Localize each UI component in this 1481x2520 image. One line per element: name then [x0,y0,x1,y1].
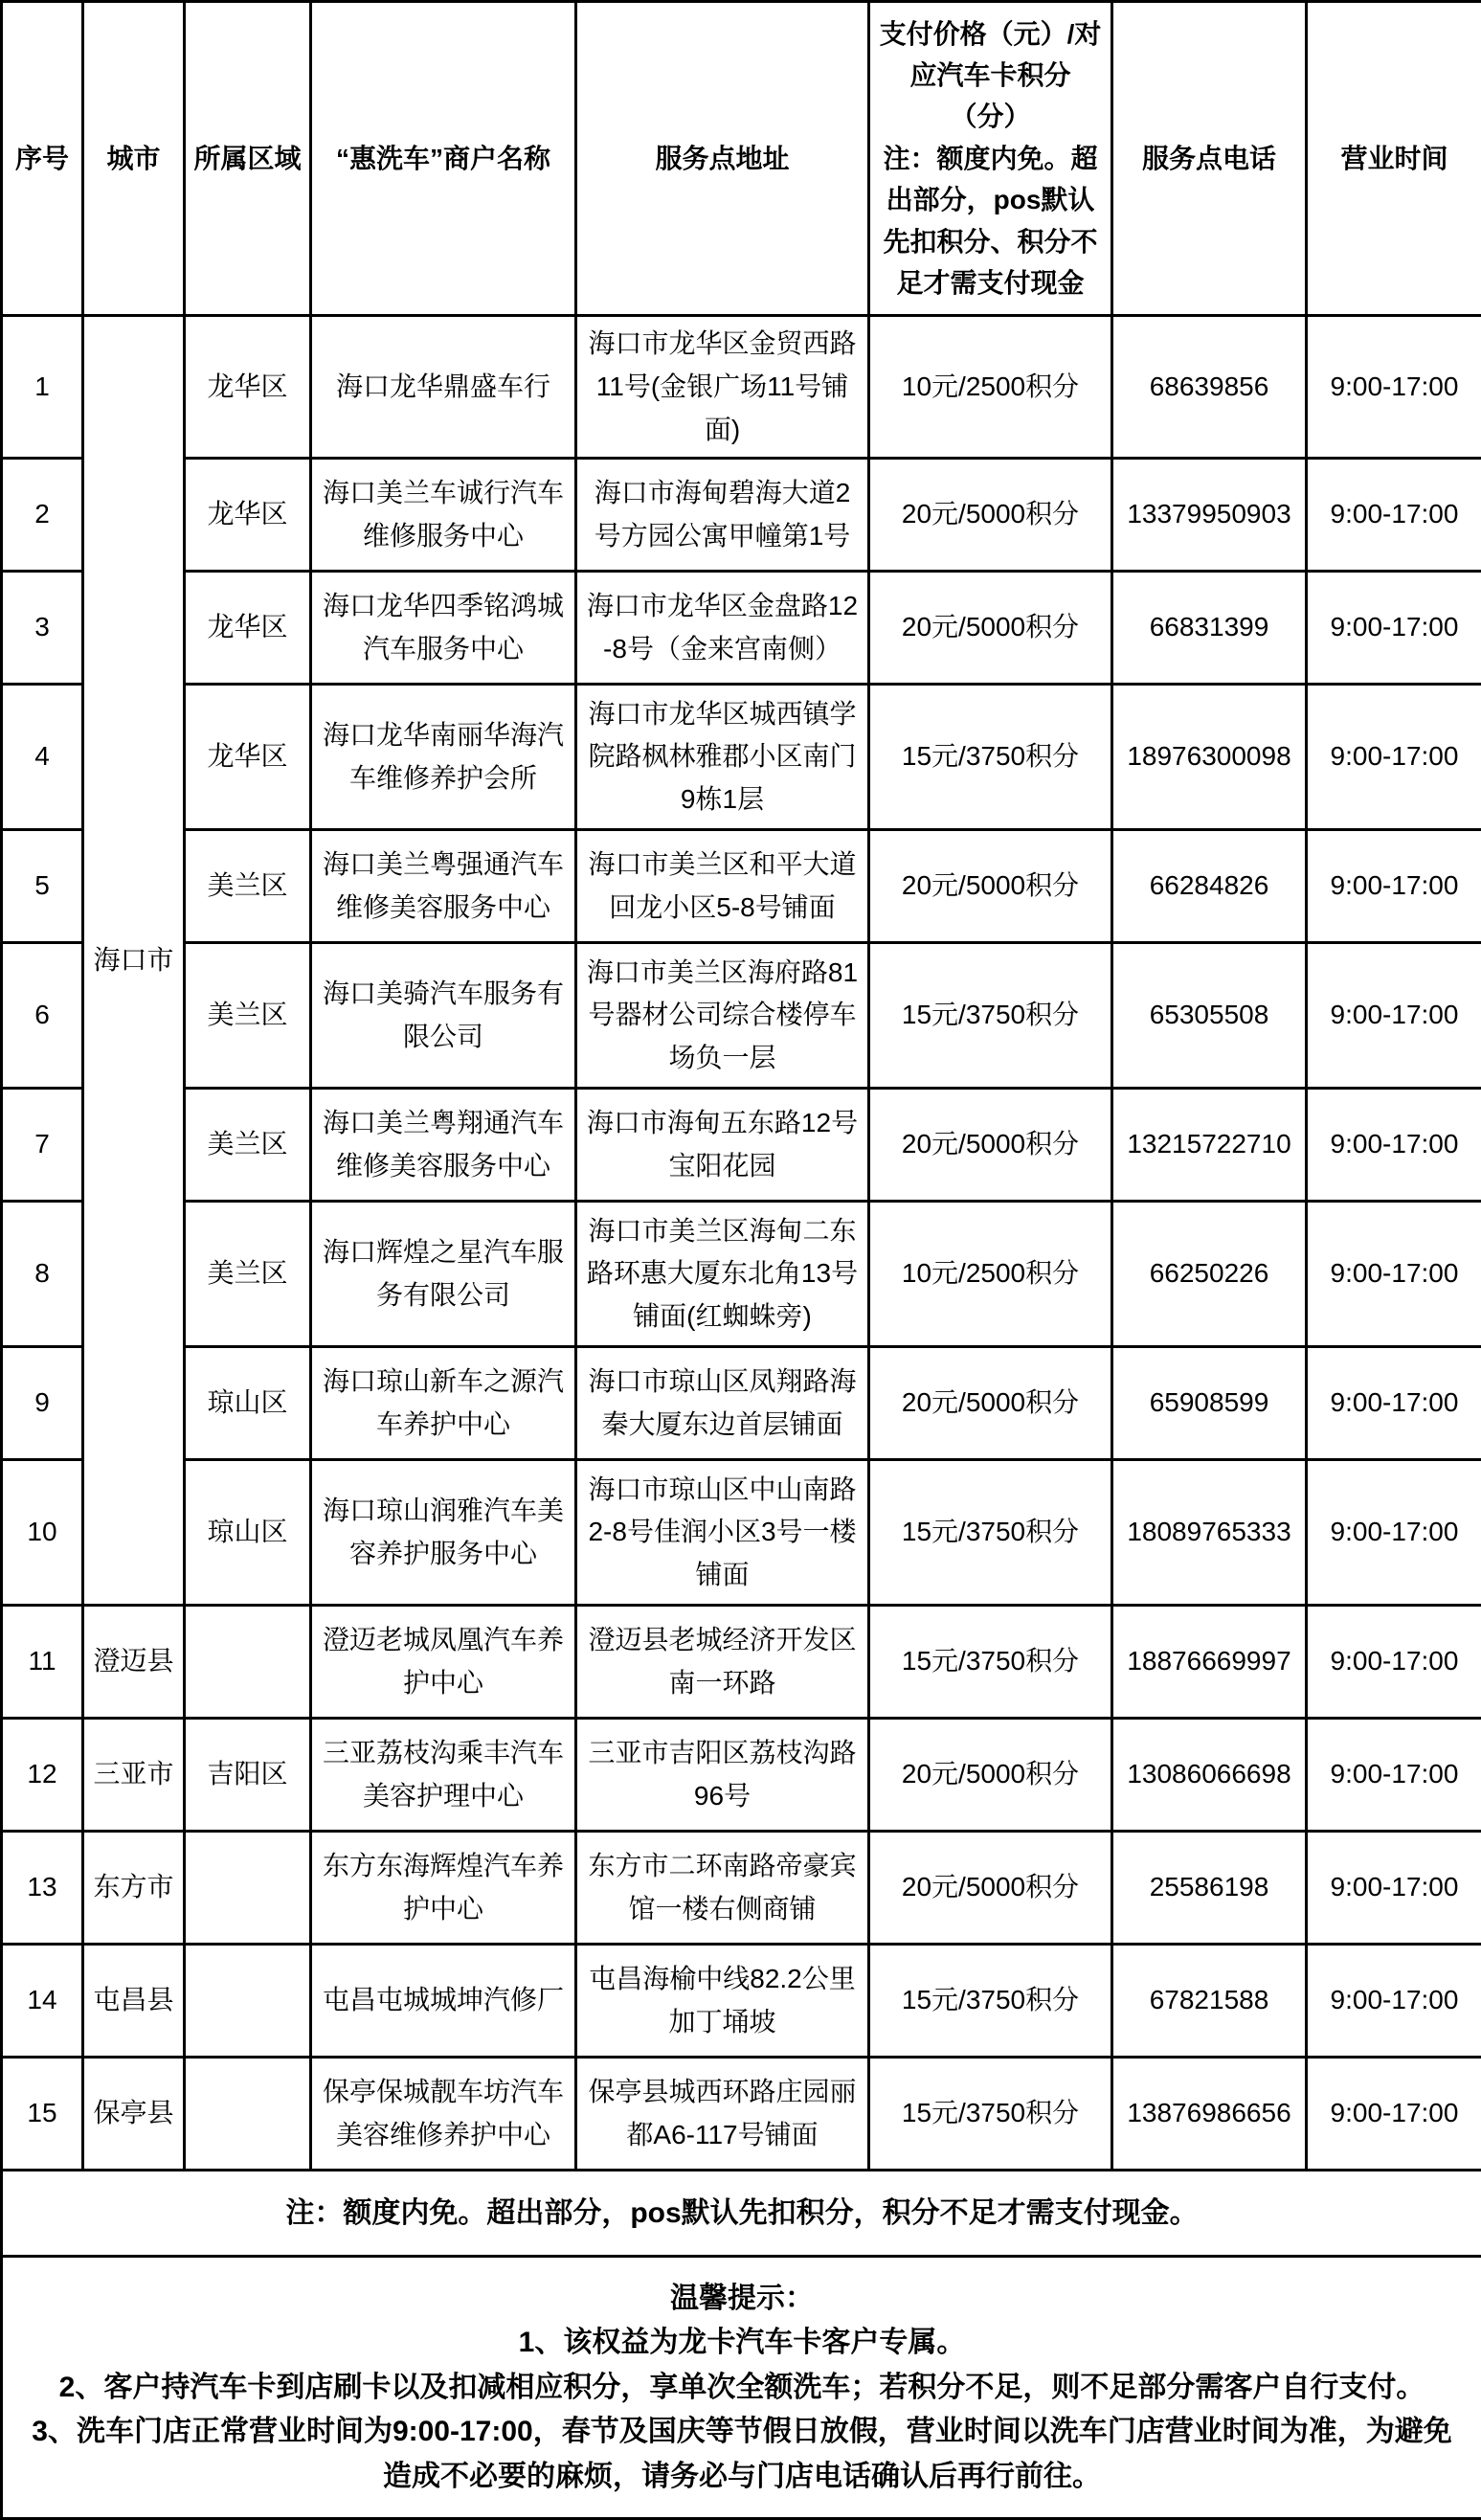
tips-line-2: 2、客户持汽车卡到店刷卡以及扣减相应积分，享单次全额洗车；若积分不足，则不足部分需客户自行支付。 [20,2366,1464,2411]
seq-cell: 9 [2,1347,83,1460]
phone-cell: 13876986656 [1112,2058,1307,2171]
table-row [2,830,1481,943]
table-row [2,1202,1481,1347]
header-price-line2: 注：额度内免。超出部分，pos默认先扣积分、积分不足才需支付现金 [878,138,1103,304]
hours-cell: 9:00-17:00 [1307,2058,1481,2171]
phone-cell: 65305508 [1112,943,1307,1089]
district-cell [185,2058,311,2171]
header-phone: 服务点电话 [1112,2,1307,316]
seq-cell: 12 [2,1719,83,1832]
merchant-cell: 海口龙华四季铭鸿城汽车服务中心 [311,572,576,685]
address-cell: 澄迈县老城经济开发区南一环路 [576,1606,869,1719]
seq-cell: 13 [2,1832,83,1945]
phone-cell: 68639856 [1112,316,1307,459]
table-row [2,316,1481,459]
district-cell: 美兰区 [185,1089,311,1202]
merchant-cell: 海口龙华鼎盛车行 [311,316,576,459]
seq-cell: 3 [2,572,83,685]
hours-cell: 9:00-17:00 [1307,459,1481,572]
phone-cell: 67821588 [1112,1945,1307,2058]
merchant-cell: 三亚荔枝沟乘丰汽车美容护理中心 [311,1719,576,1832]
city-cell: 三亚市 [83,1719,185,1832]
hours-cell: 9:00-17:00 [1307,1347,1481,1460]
tips-title: 温馨提示： [20,2277,1464,2322]
merchant-cell: 海口美兰粤强通汽车维修美容服务中心 [311,830,576,943]
price-cell: 20元/5000积分 [869,1089,1112,1202]
district-cell: 吉阳区 [185,1719,311,1832]
city-cell: 海口市 [83,316,185,1606]
district-cell: 龙华区 [185,459,311,572]
price-cell: 15元/3750积分 [869,1606,1112,1719]
merchant-cell: 澄迈老城凤凰汽车养护中心 [311,1606,576,1719]
address-cell: 三亚市吉阳区荔枝沟路96号 [576,1719,869,1832]
table-row [2,572,1481,685]
price-cell: 15元/3750积分 [869,1945,1112,2058]
table-row [2,943,1481,1089]
table-row [2,2058,1481,2171]
hours-cell: 9:00-17:00 [1307,572,1481,685]
seq-cell: 15 [2,2058,83,2171]
phone-cell: 65908599 [1112,1347,1307,1460]
table-row [2,685,1481,830]
district-cell [185,1832,311,1945]
price-cell: 15元/3750积分 [869,685,1112,830]
header-merchant: “惠洗车”商户名称 [311,2,576,316]
table-row [2,459,1481,572]
district-cell [185,1945,311,2058]
address-cell: 海口市美兰区和平大道回龙小区5-8号铺面 [576,830,869,943]
city-cell: 屯昌县 [83,1945,185,2058]
header-row [2,2,1481,316]
merchant-cell: 海口美兰车诚行汽车维修服务中心 [311,459,576,572]
header-city: 城市 [83,2,185,316]
hours-cell: 9:00-17:00 [1307,1460,1481,1606]
phone-cell: 18089765333 [1112,1460,1307,1606]
note-row [2,2171,1481,2257]
phone-cell: 66284826 [1112,830,1307,943]
district-cell: 琼山区 [185,1347,311,1460]
address-cell: 海口市美兰区海府路81号器材公司综合楼停车场负一层 [576,943,869,1089]
district-cell: 美兰区 [185,943,311,1089]
table-row [2,1719,1481,1832]
address-cell: 海口市琼山区中山南路2-8号佳润小区3号一楼铺面 [576,1460,869,1606]
table-row [2,1945,1481,2058]
seq-cell: 6 [2,943,83,1089]
price-cell: 15元/3750积分 [869,1460,1112,1606]
phone-cell: 66250226 [1112,1202,1307,1347]
phone-cell: 13215722710 [1112,1089,1307,1202]
address-cell: 保亭县城西环路庄园丽都A6-117号铺面 [576,2058,869,2171]
district-cell: 琼山区 [185,1460,311,1606]
district-cell: 龙华区 [185,685,311,830]
address-cell: 海口市美兰区海甸二东路环惠大厦东北角13号铺面(红蜘蛛旁) [576,1202,869,1347]
price-cell: 15元/3750积分 [869,943,1112,1089]
header-seq: 序号 [2,2,83,316]
table-row [2,1832,1481,1945]
hours-cell: 9:00-17:00 [1307,1945,1481,2058]
table-footer [2,2171,1481,2519]
seq-cell: 11 [2,1606,83,1719]
merchant-cell: 屯昌屯城城坤汽修厂 [311,1945,576,2058]
district-cell [185,1606,311,1719]
address-cell: 海口市龙华区金贸西路11号(金银广场11号铺面) [576,316,869,459]
hours-cell: 9:00-17:00 [1307,1832,1481,1945]
price-cell: 20元/5000积分 [869,1347,1112,1460]
hours-cell: 9:00-17:00 [1307,316,1481,459]
phone-cell: 66831399 [1112,572,1307,685]
hours-cell: 9:00-17:00 [1307,1719,1481,1832]
header-district: 所属区域 [185,2,311,316]
address-cell: 海口市海甸碧海大道2号方园公寓甲幢第1号 [576,459,869,572]
merchant-cell: 保亭保城靓车坊汽车美容维修养护中心 [311,2058,576,2171]
phone-cell: 13379950903 [1112,459,1307,572]
price-cell: 20元/5000积分 [869,1832,1112,1945]
header-price [869,2,1112,316]
seq-cell: 4 [2,685,83,830]
table-row [2,1347,1481,1460]
phone-cell: 13086066698 [1112,1719,1307,1832]
district-cell: 龙华区 [185,316,311,459]
table-row [2,1089,1481,1202]
district-cell: 美兰区 [185,830,311,943]
district-cell: 美兰区 [185,1202,311,1347]
city-cell: 澄迈县 [83,1606,185,1719]
address-cell: 海口市琼山区凤翔路海秦大厦东边首层铺面 [576,1347,869,1460]
seq-cell: 1 [2,316,83,459]
district-cell: 龙华区 [185,572,311,685]
seq-cell: 7 [2,1089,83,1202]
merchant-cell: 海口琼山新车之源汽车养护中心 [311,1347,576,1460]
hours-cell: 9:00-17:00 [1307,1202,1481,1347]
header-price-line1: 支付价格（元）/对应汽车卡积分（分） [878,13,1103,138]
seq-cell: 2 [2,459,83,572]
address-cell: 屯昌海榆中线82.2公里加丁埇坡 [576,1945,869,2058]
seq-cell: 8 [2,1202,83,1347]
hours-cell: 9:00-17:00 [1307,685,1481,830]
address-cell: 海口市龙华区城西镇学院路枫林雅郡小区南门9栋1层 [576,685,869,830]
tips-row [2,2257,1481,2519]
phone-cell: 18876669997 [1112,1606,1307,1719]
merchant-cell: 海口美骑汽车服务有限公司 [311,943,576,1089]
price-cell: 20元/5000积分 [869,830,1112,943]
address-cell: 海口市海甸五东路12号宝阳花园 [576,1089,869,1202]
header-hours: 营业时间 [1307,2,1481,316]
merchant-cell: 海口琼山润雅汽车美容养护服务中心 [311,1460,576,1606]
tips-line-1: 1、该权益为龙卡汽车卡客户专属。 [20,2321,1464,2366]
header-address: 服务点地址 [576,2,869,316]
hours-cell: 9:00-17:00 [1307,1089,1481,1202]
merchant-cell: 海口龙华南丽华海汽车维修养护会所 [311,685,576,830]
table-body [2,316,1481,2171]
hours-cell: 9:00-17:00 [1307,830,1481,943]
seq-cell: 14 [2,1945,83,2058]
price-cell: 10元/2500积分 [869,316,1112,459]
hours-cell: 9:00-17:00 [1307,943,1481,1089]
tips-line-3: 3、洗车门店正常营业时间为9:00-17:00，春节及国庆等节假日放假，营业时间以洗车门店营业时间为准，为避免造成不必要的麻烦，请务必与门店电话确认后再行前往。 [20,2410,1464,2499]
city-cell: 东方市 [83,1832,185,1945]
phone-cell: 18976300098 [1112,685,1307,830]
address-cell: 海口市龙华区金盘路12-8号（金来宫南侧） [576,572,869,685]
phone-cell: 25586198 [1112,1832,1307,1945]
city-cell: 保亭县 [83,2058,185,2171]
price-cell: 20元/5000积分 [869,572,1112,685]
seq-cell: 5 [2,830,83,943]
merchant-cell: 海口辉煌之星汽车服务有限公司 [311,1202,576,1347]
price-cell: 15元/3750积分 [869,2058,1112,2171]
note-text: 注：额度内免。超出部分，pos默认先扣积分，积分不足才需支付现金。 [2,2171,1481,2257]
price-cell: 20元/5000积分 [869,459,1112,572]
address-cell: 东方市二环南路帝豪宾馆一楼右侧商铺 [576,1832,869,1945]
hours-cell: 9:00-17:00 [1307,1606,1481,1719]
tips-cell [2,2257,1481,2519]
table-row [2,1460,1481,1606]
merchant-cell: 东方东海辉煌汽车养护中心 [311,1832,576,1945]
price-cell: 10元/2500积分 [869,1202,1112,1347]
merchant-cell: 海口美兰粤翔通汽车维修美容服务中心 [311,1089,576,1202]
table-row [2,1606,1481,1719]
price-cell: 20元/5000积分 [869,1719,1112,1832]
seq-cell: 10 [2,1460,83,1606]
